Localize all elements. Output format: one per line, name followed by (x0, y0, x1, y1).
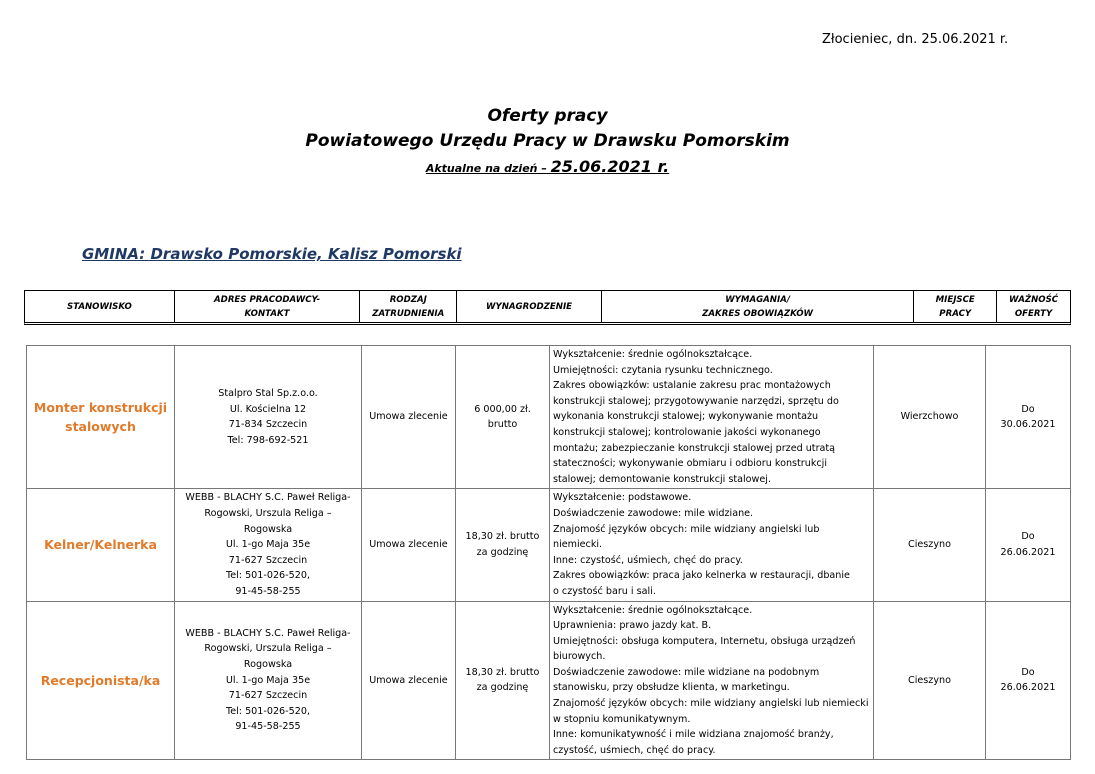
employer-contact-line: WEBB - BLACHY S.C. Paweł Religa- (185, 492, 351, 504)
offer-validity (986, 489, 1071, 601)
employer-contact-line: Ul. Kościelna 12 (229, 403, 307, 415)
requirements-line: biurowych. (553, 651, 606, 663)
requirements-line: Umiejętności: obsługa komputera, Internetu, obsługa urządzeń (553, 635, 856, 647)
current-as-of-prefix: Aktualne na dzień – (425, 162, 547, 175)
employer-contact-line: Rogowska (243, 523, 293, 535)
employer-contact-line: Rogowska (243, 659, 293, 671)
column-header-line: WAŻNOŚĆ (1009, 294, 1059, 305)
requirements-line: Inne: komunikatywność i mile widziana znajomość branży, (553, 729, 834, 741)
table-row (27, 601, 1071, 760)
column-header (997, 291, 1070, 322)
requirements-line: Zakres obowiązków: ustalanie zakresu prac montażowych (553, 380, 831, 392)
requirements-line: czystość, uśmiech, chęć do pracy. (553, 744, 716, 756)
employer-contact-line: Rogowski, Urszula Religa – (204, 507, 332, 519)
current-as-of (0, 155, 1095, 181)
offer-validity-line: 30.06.2021 (1000, 419, 1056, 431)
requirements-line: stateczności; wykonywanie obmiaru i odbioru konstrukcji (553, 458, 827, 470)
salary (456, 489, 550, 601)
employer-contact-line: Tel: 798-692-521 (227, 434, 309, 446)
contract-type (362, 489, 456, 601)
requirements-line: montażu; zabezpieczanie konstrukcji stalowej przed utratą (553, 442, 836, 454)
employer-contact (175, 489, 362, 601)
salary-line: 18,30 zł. brutto (465, 531, 540, 543)
job-position: Recepcjonista/ka (27, 601, 175, 760)
requirements-line: konstrukcji stalowej; kontrolowanie jakości wykonanego (553, 426, 821, 438)
document-title: Oferty pracy (487, 106, 608, 126)
work-place-line: Cieszyno (908, 674, 951, 686)
requirements-line: konstrukcji stalowej; przygotowywanie narzędzi, sprzętu do (553, 395, 839, 407)
contract-type (362, 346, 456, 489)
employer-contact-line: 71-627 Szczecin (228, 690, 308, 702)
table-row (27, 489, 1071, 601)
offer-validity (986, 601, 1071, 760)
column-header (360, 291, 457, 322)
salary (456, 346, 550, 489)
column-header (602, 291, 914, 322)
employer-contact-line: Ul. 1-go Maja 35e (225, 539, 311, 551)
contract-type-line: Umowa zlecenie (369, 539, 448, 551)
requirements (550, 601, 874, 760)
employer-contact-line: Tel: 501-026-520, (226, 705, 310, 717)
employer-contact-line: 91-45-58-255 (235, 721, 301, 733)
employer-contact-line: 71-834 Szczecin (228, 419, 308, 431)
offer-validity-line: Do (1021, 403, 1035, 415)
requirements-line: o czystość baru i sali. (553, 585, 656, 597)
employer-contact-line: WEBB - BLACHY S.C. Paweł Religa- (185, 627, 351, 639)
column-header-line: KONTAKT (244, 308, 290, 319)
column-header-line: MIEJSCE (935, 294, 975, 305)
requirements-line: Doświadczenie zawodowe: mile widziane na podobnym (553, 666, 820, 678)
contract-type-line: Umowa zlecenie (369, 411, 448, 423)
requirements-line: w stopniu komunikatywnym. (553, 713, 691, 725)
requirements-line: Wykształcenie: podstawowe. (553, 492, 692, 504)
column-header-line: WYNAGRODZENIE (486, 301, 573, 312)
requirements-line: stanowisku, przy obsłudze klienta, w marketingu. (553, 682, 790, 694)
salary-line: brutto (487, 419, 518, 431)
requirements-line: Znajomość języków obcych: mile widziany angielski lub niemiecki (553, 698, 869, 710)
column-header-line: STANOWISKO (66, 301, 132, 312)
column-header-line: ZAKRES OBOWIĄZKÓW (702, 308, 813, 319)
requirements-line: Znajomość języków obcych: mile widziany angielski lub niemiecki. (553, 523, 820, 551)
column-header-line: OFERTY (1014, 308, 1053, 319)
job-position: Monter konstrukcji stalowych (27, 346, 175, 489)
column-header-line: WYMAGANIA/ (725, 294, 790, 305)
requirements-line: Wykształcenie: średnie ogólnokształcące. (553, 604, 753, 616)
job-position: Kelner/Kelnerka (27, 489, 175, 601)
work-place (874, 346, 986, 489)
salary-line: za godzinę (476, 546, 529, 558)
work-place-line: Cieszyno (908, 539, 951, 551)
requirements-line: Wykształcenie: średnie ogólnokształcące. (553, 349, 753, 360)
salary-line: 6 000,00 zł. (474, 403, 531, 415)
offer-validity-line: Do (1021, 666, 1035, 678)
requirements-line: Inne: czystość, uśmiech, chęć do pracy. (553, 554, 743, 566)
employer-contact-line: 71-627 Szczecin (228, 554, 308, 566)
requirements-line: stalowej; demontowanie konstrukcji stalowej. (553, 473, 772, 485)
document-subtitle: Powiatowego Urzędu Pracy w Drawsku Pomorskim (305, 131, 790, 151)
column-header-line: PRACY (939, 308, 972, 319)
place-date: Złocieniec, dn. 25.06.2021 r. (822, 32, 1009, 47)
salary (456, 601, 550, 760)
requirements (550, 346, 874, 489)
employer-contact (175, 346, 362, 489)
requirements-line: Uprawnienia: prawo jazdy kat. B. (553, 620, 712, 632)
contract-type (362, 601, 456, 760)
column-header (914, 291, 997, 322)
column-header (175, 291, 361, 322)
requirements-line: Umiejętności: czytania rysunku technicznego. (553, 364, 773, 376)
offers-table (26, 345, 1071, 760)
employer-contact-line: Rogowski, Urszula Religa – (204, 643, 332, 655)
offer-validity-line: Do (1021, 531, 1035, 543)
column-header-line: ZATRUDNIENIA (372, 308, 445, 319)
salary-line: 18,30 zł. brutto (465, 666, 540, 678)
requirements (550, 489, 874, 601)
column-header (25, 291, 175, 322)
work-place-line: Wierzchowo (900, 411, 959, 423)
contract-type-line: Umowa zlecenie (369, 674, 448, 686)
column-header (457, 291, 602, 322)
gmina-heading: GMINA: Drawsko Pomorskie, Kalisz Pomorski (82, 245, 462, 263)
employer-contact-line: 91-45-58-255 (235, 585, 301, 597)
column-header-line: RODZAJ (389, 294, 427, 305)
offer-validity (986, 346, 1071, 489)
work-place (874, 489, 986, 601)
requirements-line: Doświadczenie zawodowe: mile widziane. (553, 507, 754, 519)
salary-line: za godzinę (476, 682, 529, 694)
current-as-of-date: 25.06.2021 r. (550, 157, 670, 176)
employer-contact-line: Stalpro Stal Sp.z.o.o. (218, 387, 318, 399)
work-place (874, 601, 986, 760)
offer-validity-line: 26.06.2021 (1000, 546, 1056, 558)
employer-contact-line: Tel: 501-026-520, (226, 570, 310, 582)
requirements-line: wykonania konstrukcji stalowej; wykonywanie montażu (553, 411, 819, 423)
employer-contact (175, 601, 362, 760)
offer-validity-line: 26.06.2021 (1000, 682, 1056, 694)
requirements-line: Zakres obowiązków: praca jako kelnerka w restauracji, dbanie (553, 570, 850, 582)
employer-contact-line: Ul. 1-go Maja 35e (225, 674, 311, 686)
table-header (24, 290, 1071, 325)
table-row (27, 346, 1071, 489)
column-header-line: ADRES PRACODAWCY- (214, 294, 321, 305)
